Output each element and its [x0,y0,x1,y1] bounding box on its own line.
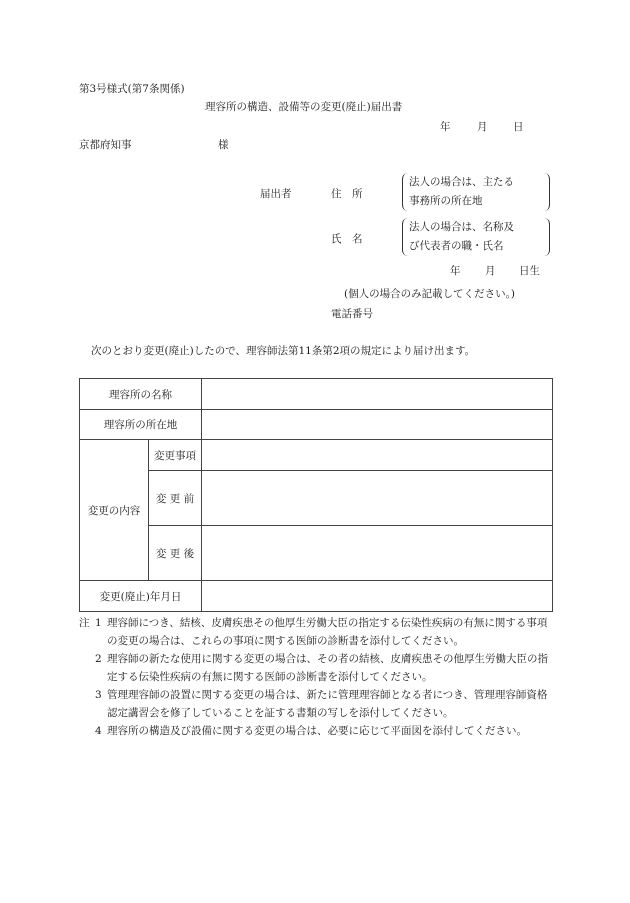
note-number: 1 [95,617,102,629]
notes-prefix: 注 [79,617,90,629]
note-text: 理容師につき、結核、皮膚疾患その他厚生労働大臣の指定する伝染性疾病の有無に関する事項の変更の場合は、これらの事項に関する医師の診断書を添付してください。 [107,617,548,647]
name-note-bracket [402,218,550,256]
address-note-line1: 法人の場合は、主たる [409,176,514,188]
statement: 次のとおり変更(廃止)したので、理容師法第11条第2項の規定により届け出ます。 [91,345,476,357]
name-note-line2: び代表者の職・氏名 [409,240,504,252]
label-change-contents: 変更の内容 [80,440,149,581]
address-label: 住 所 [331,188,363,200]
note-item [79,650,554,686]
notes-section [79,614,554,740]
phone-label: 電話番号 [331,308,373,320]
note-text: 理容所の構造及び設備に関する変更の場合は、必要に応じて平面図を添付してください。 [107,725,527,737]
label-change-item: 変更事項 [149,440,202,471]
date-month-label: 月 [477,121,488,133]
applicant-label: 届出者 [260,188,292,200]
note-item [79,614,554,650]
addressee: 京都府知事 [79,139,132,151]
label-shop-name: 理容所の名称 [80,379,202,410]
label-change-date: 変更(廃止)年月日 [80,581,202,612]
birth-month-label: 月 [485,265,496,277]
field-after-change[interactable] [202,526,553,581]
label-before-change: 変 更 前 [149,471,202,526]
address-note-bracket [402,173,550,211]
birth-day-label: 日生 [519,265,540,277]
field-shop-location[interactable] [202,410,553,440]
change-form-table [79,378,553,612]
addressee-honorific: 様 [218,139,229,151]
note-item [79,686,554,722]
note-number: 3 [95,689,102,701]
note-text: 理容師の新たな使用に関する変更の場合は、その者の結核、皮膚疾患その他厚生労働大臣の指定する伝染性疾病の有無に関する医師の診断書を添付してください。 [107,653,548,683]
name-note-line1: 法人の場合は、名称及 [409,221,514,233]
date-day-label: 日 [513,121,524,133]
birth-year-label: 年 [450,265,461,277]
name-label: 氏 名 [331,233,363,245]
label-shop-location: 理容所の所在地 [80,410,202,440]
label-after-change: 変 更 後 [149,526,202,581]
note-text: 管理理容師の設置に関する変更の場合は、新たに管理理容師となる者につき、管理理容師資格認定講習会を修了していることを証する書類の写しを添付してください。 [107,689,548,719]
note-item [79,722,554,740]
birth-note: (個人の場合のみ記載してください。) [344,288,515,300]
date-year-label: 年 [440,121,451,133]
field-change-item[interactable] [202,440,553,471]
field-before-change[interactable] [202,471,553,526]
note-number: 4 [95,725,102,737]
form-title: 理容所の構造、設備等の変更(廃止)届出書 [205,101,403,113]
field-change-date[interactable] [202,581,553,612]
note-number: 2 [95,653,102,665]
form-number: 第3号様式(第7条関係) [79,83,185,95]
field-shop-name[interactable] [202,379,553,410]
address-note-line2: 事務所の所在地 [409,195,483,207]
